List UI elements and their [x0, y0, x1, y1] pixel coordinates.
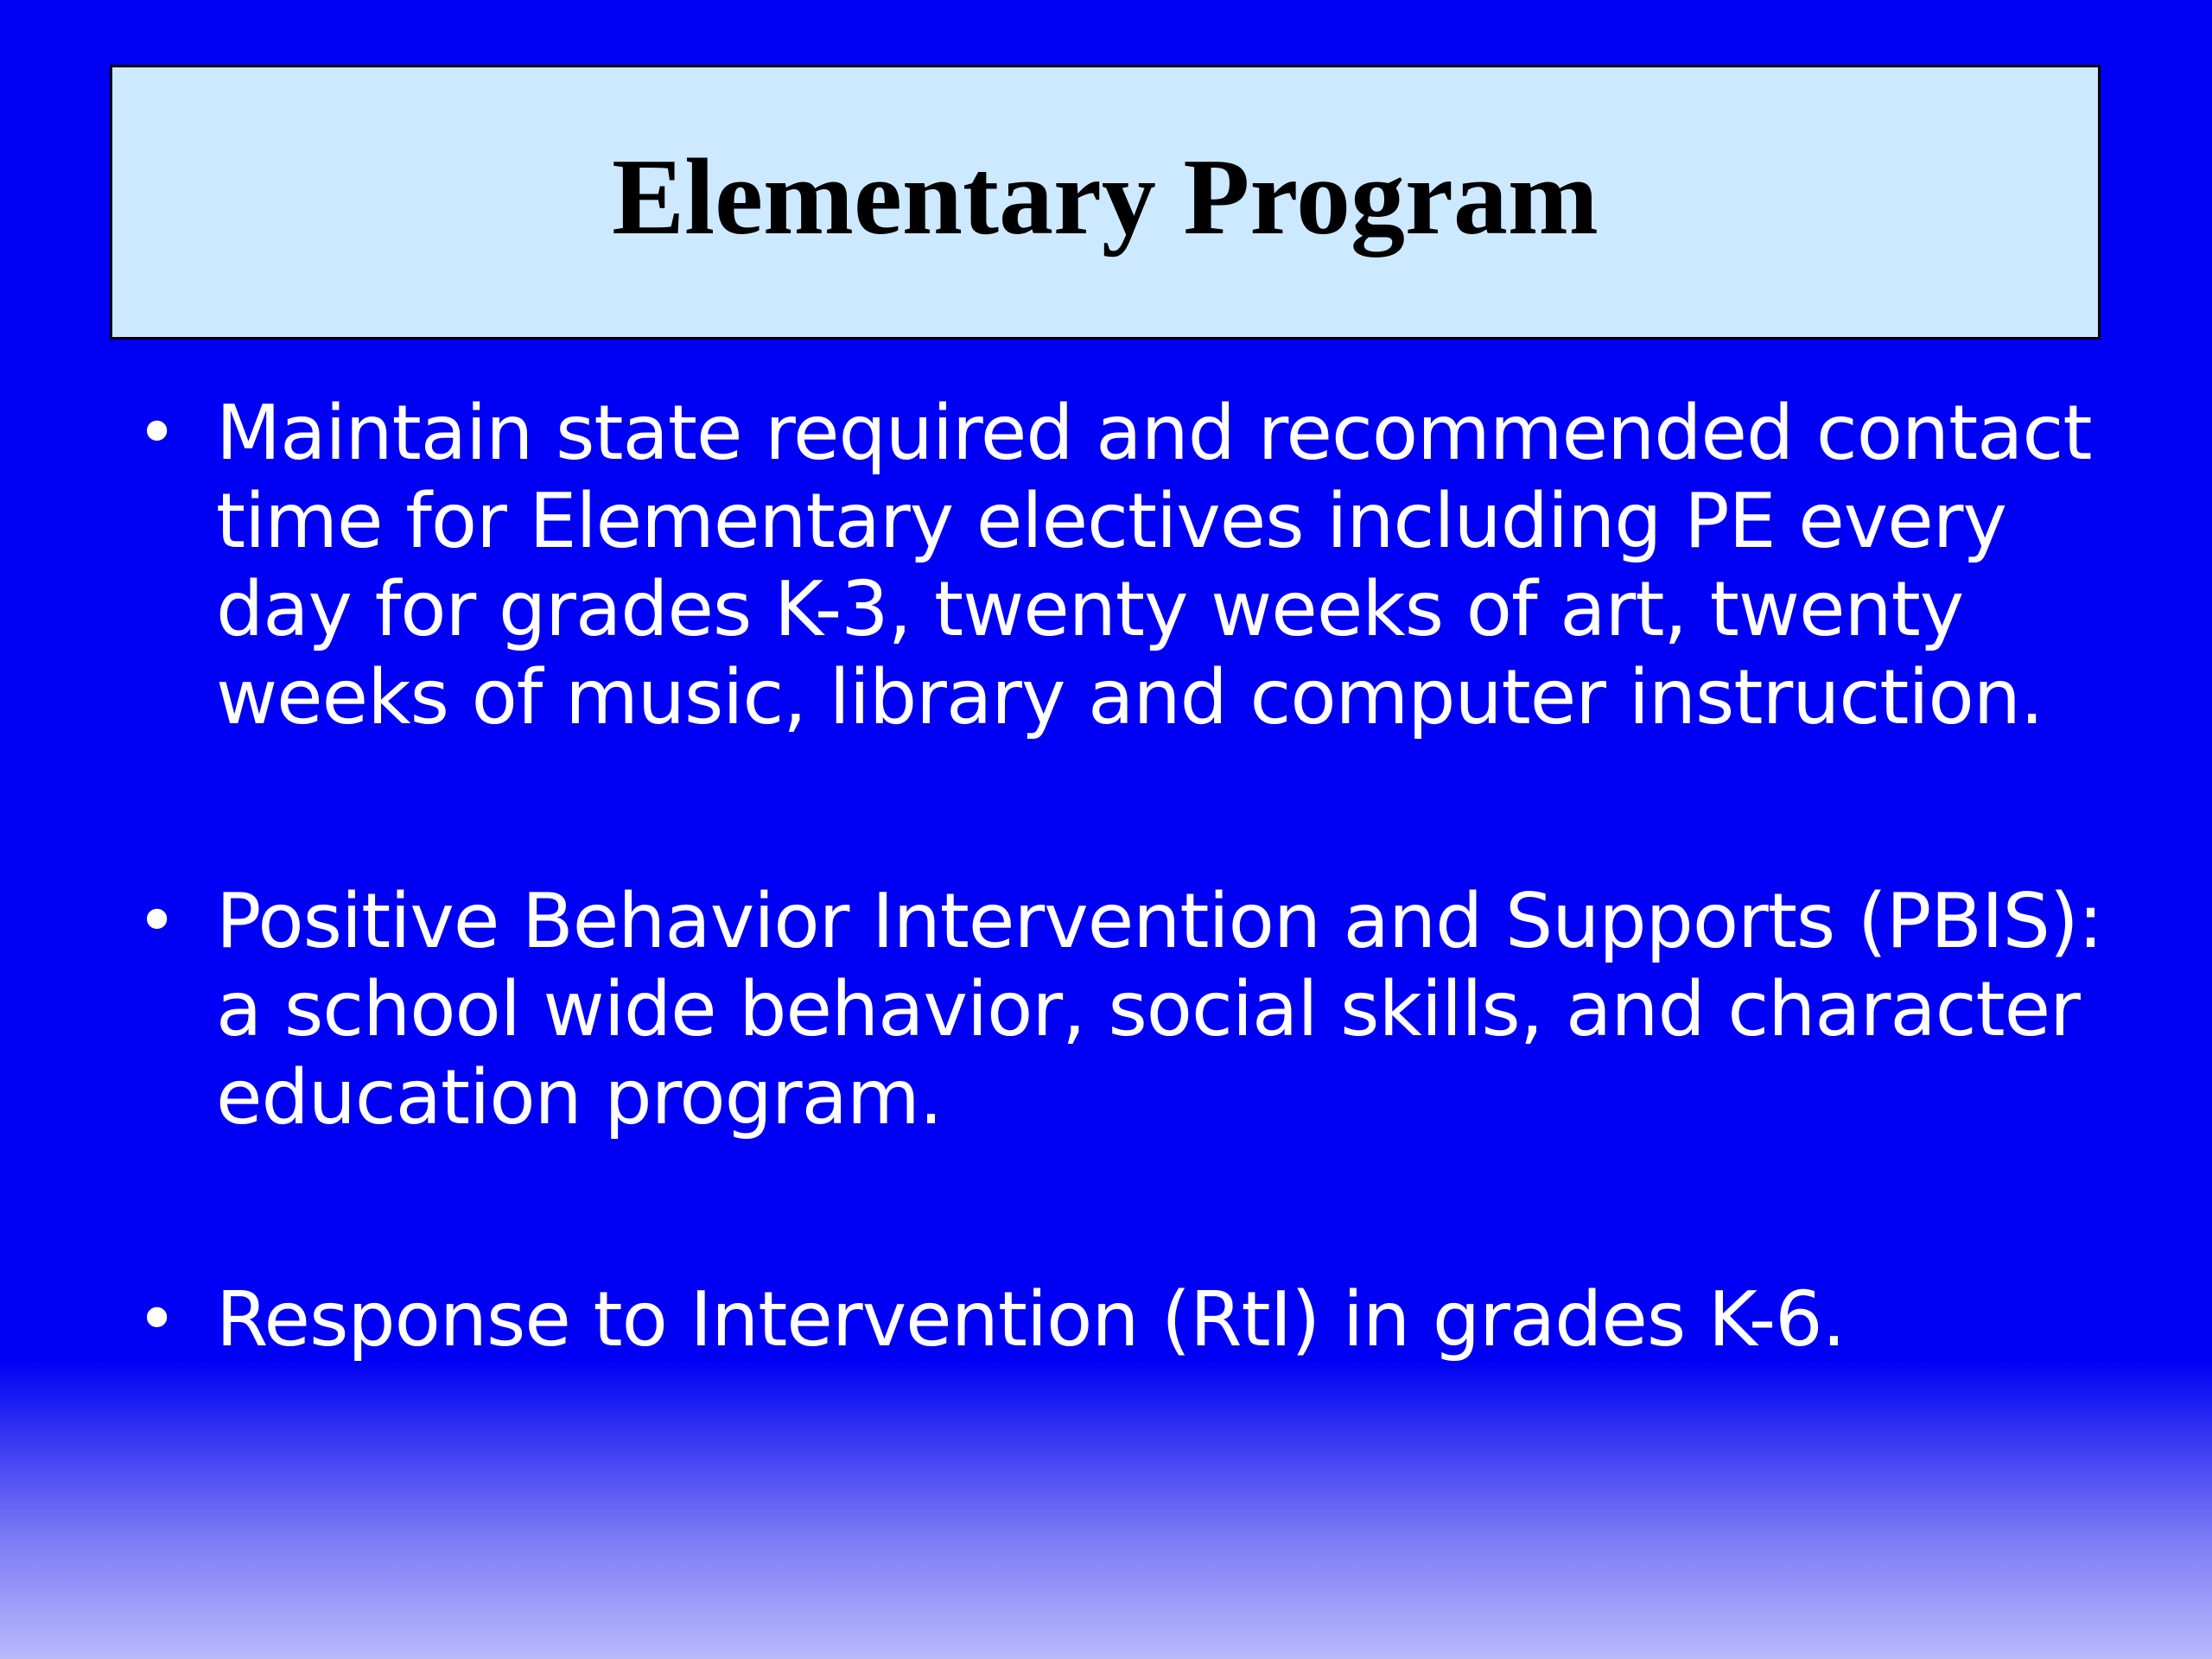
- bullet-item: [130, 877, 2117, 1141]
- bullet-dot-icon: •: [137, 880, 177, 961]
- bullet-item: [130, 389, 2117, 741]
- slide-title: Elementary Program: [612, 137, 1599, 257]
- bullet-dot-icon: •: [137, 1279, 177, 1359]
- title-box: [110, 65, 2101, 340]
- bullet-text: Response to Intervention (RtI) in grades K-6.: [216, 1275, 1846, 1363]
- bullet-text: Maintain state required and recommended contact time for Elementary electives including PE every day for grades K-3, twenty weeks of art, twenty weeks of music, library and computer instruction.: [216, 389, 2092, 741]
- bullet-list: [130, 389, 2117, 1363]
- bullet-dot-icon: •: [137, 392, 177, 473]
- bullet-text: Positive Behavior Intervention and Supports (PBIS): a school wide behavior, social skills, and character education program.: [216, 877, 2103, 1141]
- bullet-item: [130, 1275, 2117, 1363]
